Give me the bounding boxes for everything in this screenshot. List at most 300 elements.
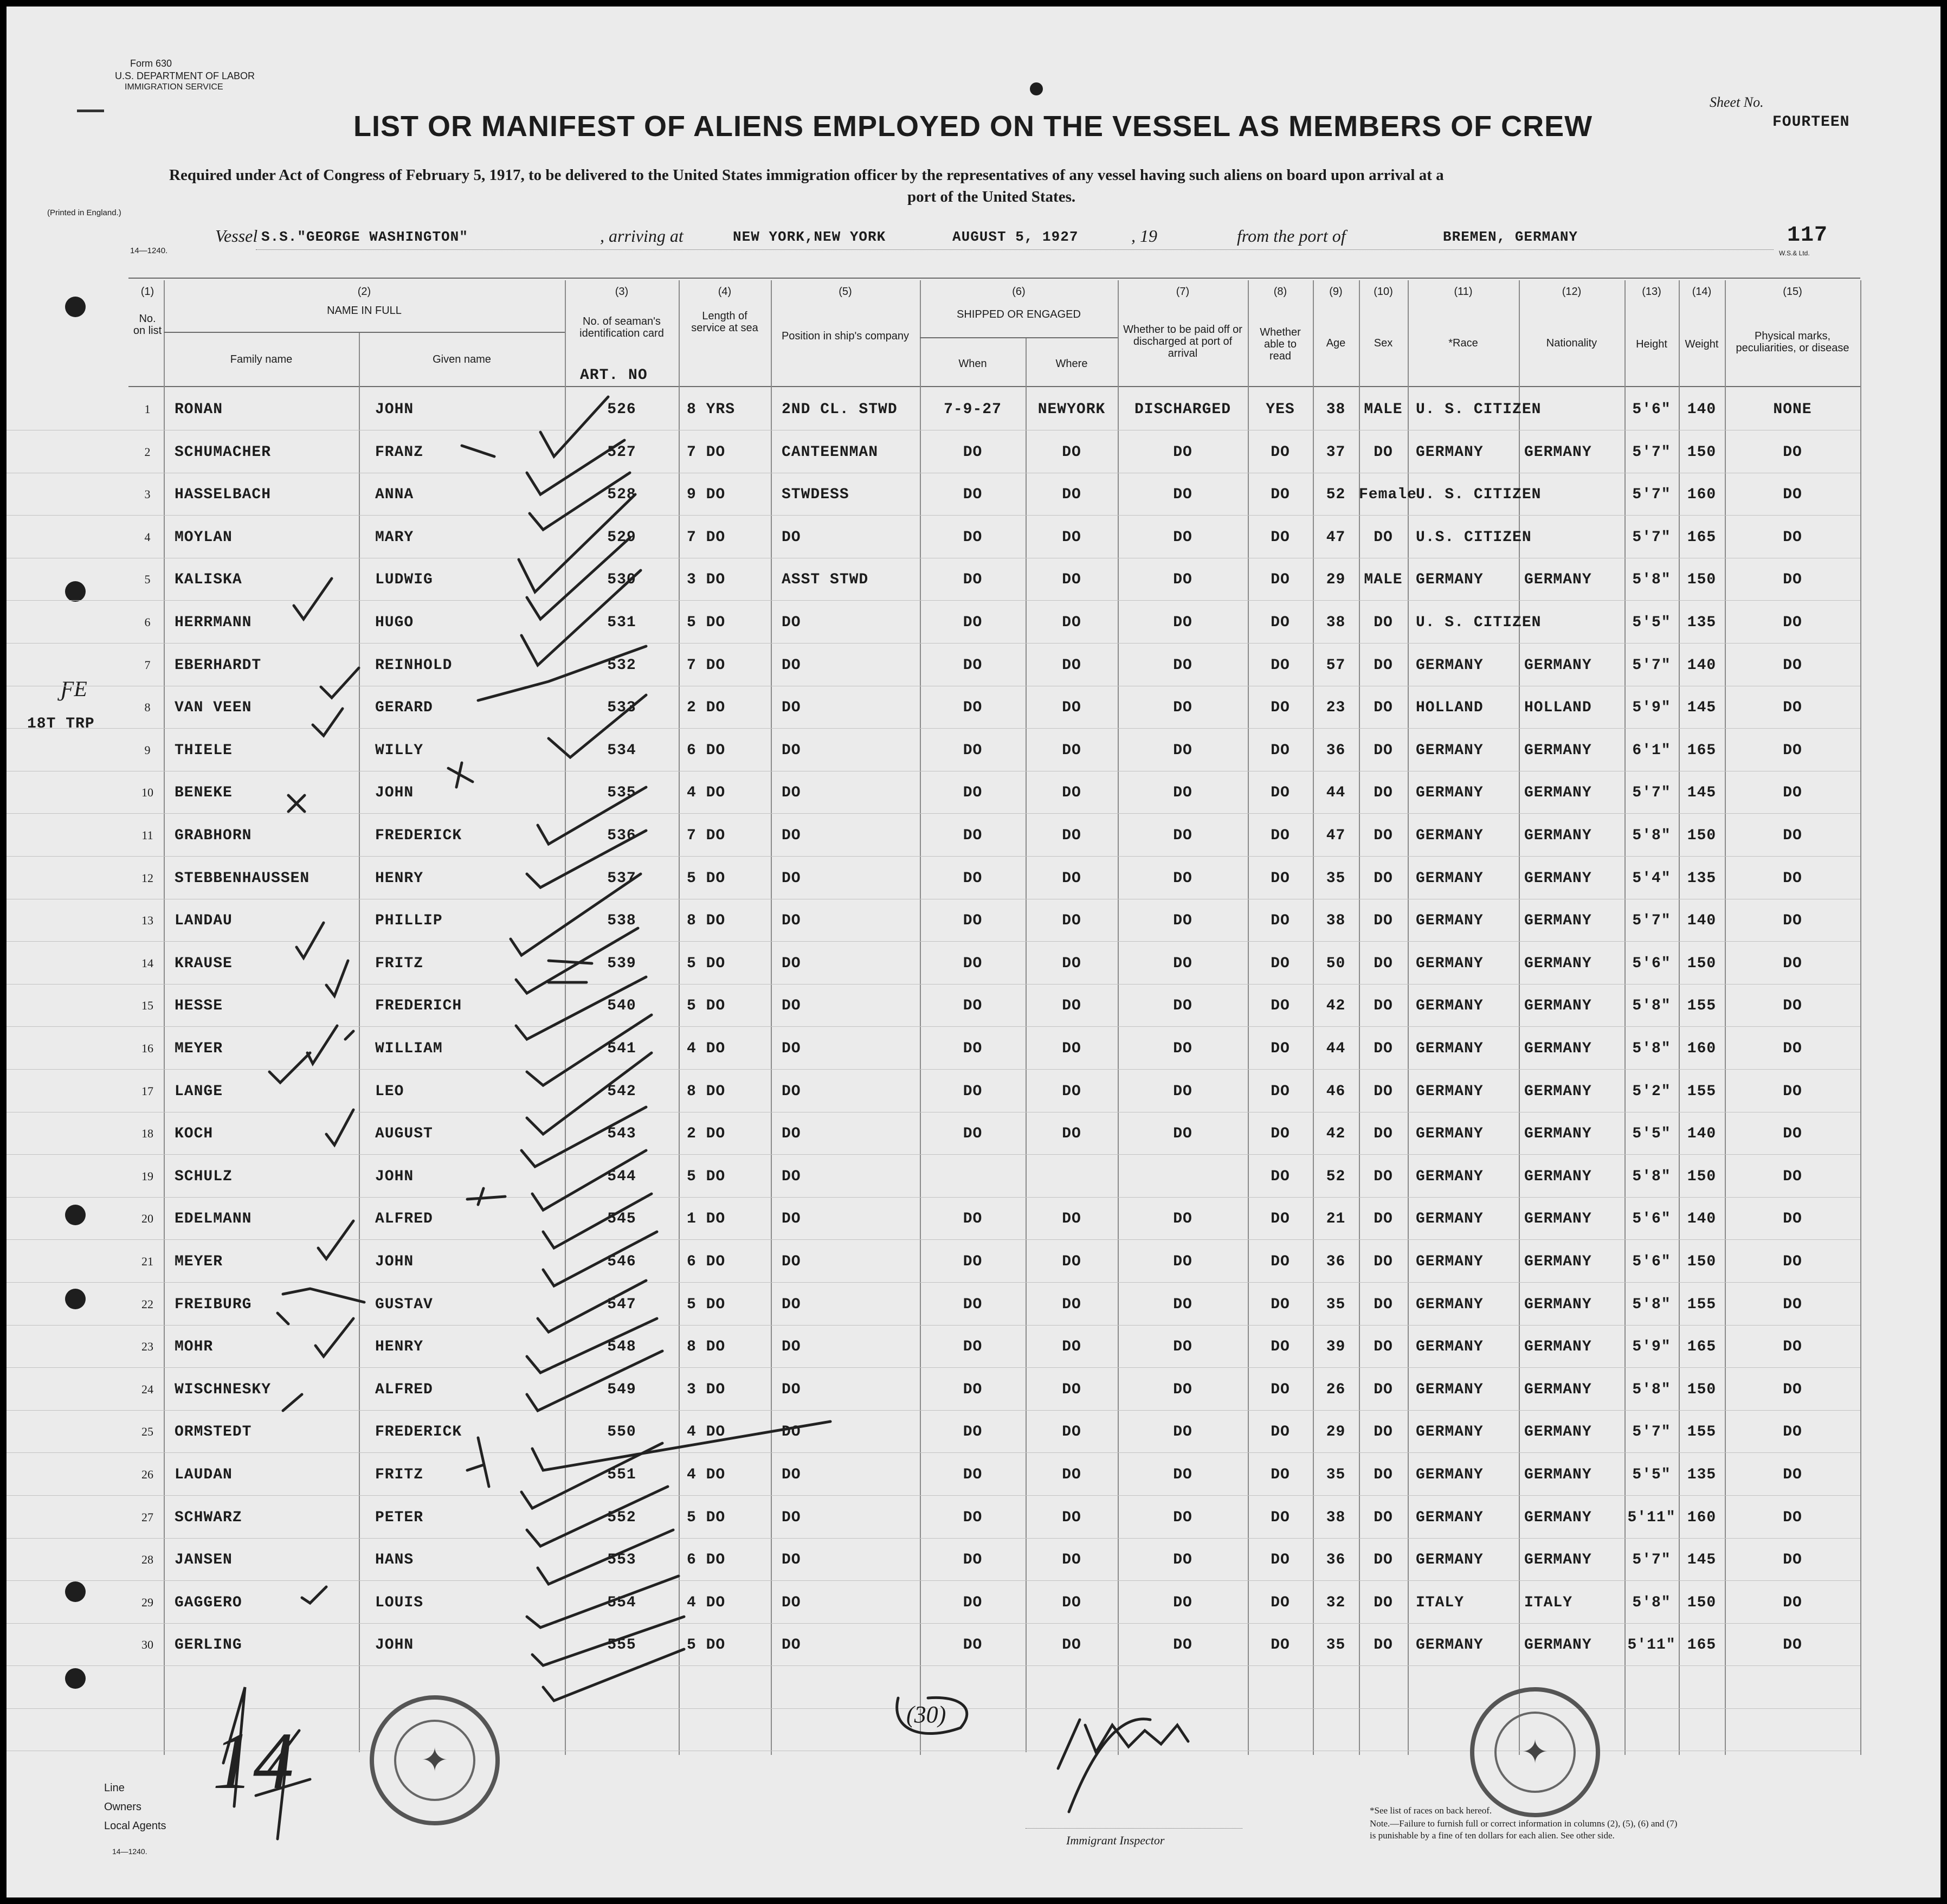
ship-position: DO — [782, 827, 801, 844]
height: 5'5" — [1632, 1125, 1671, 1143]
weight: 155 — [1687, 1424, 1717, 1441]
able-to-read: DO — [1271, 1637, 1290, 1654]
age: 35 — [1326, 1637, 1346, 1654]
nationality: GERMANY — [1524, 1253, 1592, 1270]
shipped-where: DO — [1062, 614, 1081, 631]
paid-off-status: DO — [1173, 1424, 1192, 1441]
length-of-service: 3 DO — [687, 1381, 726, 1398]
col-header-paid: Whether to be paid off or discharged at port of arrival — [1123, 324, 1242, 359]
race: GERMANY — [1416, 1381, 1484, 1398]
shipped-when: DO — [963, 912, 983, 930]
able-to-read: DO — [1271, 486, 1290, 504]
race: U. S. CITIZEN — [1416, 614, 1542, 631]
weight: 140 — [1687, 657, 1717, 674]
able-to-read: DO — [1271, 699, 1290, 717]
family-name: RONAN — [175, 401, 223, 418]
shipped-when: DO — [963, 1083, 983, 1100]
family-name: MEYER — [175, 1253, 223, 1270]
eagle-icon: ✦ — [1494, 1712, 1576, 1793]
col-header-where: Where — [1055, 358, 1088, 370]
paid-off-status: DO — [1173, 1381, 1192, 1398]
family-name: HASSELBACH — [175, 486, 272, 504]
paid-off-status: DO — [1173, 614, 1192, 631]
ship-position: DO — [782, 1125, 801, 1143]
height: 5'7" — [1632, 912, 1671, 930]
height: 5'11" — [1627, 1509, 1676, 1526]
subtitle-2: port of the United States. — [907, 188, 1076, 205]
shipped-where: DO — [1062, 1466, 1081, 1483]
form-number: Form 630 — [130, 58, 172, 69]
sex: DO — [1374, 1509, 1393, 1526]
col-num: (5) — [839, 286, 852, 298]
physical-marks: DO — [1783, 486, 1802, 504]
vessel-name: S.S."GEORGE WASHINGTON" — [261, 229, 468, 245]
paid-off-status: DO — [1173, 1339, 1192, 1356]
family-name: GAGGERO — [175, 1594, 242, 1611]
age: 47 — [1326, 529, 1346, 546]
able-to-read: DO — [1271, 998, 1290, 1015]
shipped-where: DO — [1062, 1424, 1081, 1441]
shipped-where: DO — [1062, 699, 1081, 717]
height: 5'5" — [1632, 614, 1671, 631]
given-name: FRITZ — [375, 1466, 424, 1483]
shipped-where: DO — [1062, 529, 1081, 546]
length-of-service: 7 DO — [687, 443, 726, 461]
age: 38 — [1326, 1509, 1346, 1526]
id-card-number: 532 — [607, 657, 636, 674]
given-name: GERARD — [375, 699, 433, 717]
ship-position: DO — [782, 1339, 801, 1356]
col-num: (4) — [718, 286, 732, 298]
consulate-stamp — [1470, 1687, 1600, 1817]
length-of-service: 5 DO — [687, 1168, 726, 1185]
arrival-date: AUGUST 5, 1927 — [952, 229, 1079, 245]
given-name: LUDWIG — [375, 571, 433, 589]
sex: MALE — [1364, 401, 1403, 418]
weight: 145 — [1687, 784, 1717, 802]
family-name: KALISKA — [175, 571, 242, 589]
family-name: SCHUMACHER — [175, 443, 272, 461]
col-header-age: Age — [1326, 337, 1346, 349]
ship-position: DO — [782, 784, 801, 802]
age: 35 — [1326, 1466, 1346, 1483]
paid-off-status: DO — [1173, 742, 1192, 759]
shipped-when: DO — [963, 1339, 983, 1356]
family-name: SCHULZ — [175, 1168, 233, 1185]
able-to-read: DO — [1271, 1466, 1290, 1483]
family-name: GRABHORN — [175, 827, 252, 844]
height: 5'6" — [1632, 1211, 1671, 1228]
id-card-number: 536 — [607, 827, 636, 844]
sex: DO — [1374, 1253, 1393, 1270]
id-card-number: 531 — [607, 614, 636, 631]
weight: 155 — [1687, 998, 1717, 1015]
paid-off-status: DISCHARGED — [1134, 401, 1232, 418]
col-header-nationality: Nationality — [1546, 337, 1597, 349]
able-to-read: DO — [1271, 571, 1290, 589]
eagle-icon: ✦ — [394, 1720, 475, 1801]
shipped-where: DO — [1062, 1552, 1081, 1569]
shipped-when: DO — [963, 998, 983, 1015]
vessel-label: Vessel — [215, 226, 258, 246]
row-number: 29 — [141, 1595, 153, 1609]
id-card-number: 545 — [607, 1211, 636, 1228]
paid-off-status: DO — [1173, 955, 1192, 972]
height: 5'8" — [1632, 827, 1671, 844]
race: GERMANY — [1416, 784, 1484, 802]
family-name: VAN VEEN — [175, 699, 252, 717]
id-card-number: 530 — [607, 571, 636, 589]
race: U.S. CITIZEN — [1416, 529, 1532, 546]
row-number: 23 — [141, 1340, 153, 1354]
printer-mark: W.S.& Ltd. — [1779, 249, 1810, 257]
fine-note-2: is punishable by a fine of ten dollars for each alien. See other side. — [1370, 1830, 1615, 1841]
ship-position: DO — [782, 1211, 801, 1228]
height: 5'7" — [1632, 1552, 1671, 1569]
height: 5'9" — [1632, 1339, 1671, 1356]
age: 57 — [1326, 657, 1346, 674]
able-to-read: DO — [1271, 1381, 1290, 1398]
height: 5'6" — [1632, 1253, 1671, 1270]
given-name: FREDERICH — [375, 998, 462, 1015]
ship-position: DO — [782, 1381, 801, 1398]
height: 5'7" — [1632, 529, 1671, 546]
nationality: GERMANY — [1524, 1381, 1592, 1398]
col-num: (15) — [1783, 286, 1802, 298]
race: GERMANY — [1416, 1552, 1484, 1569]
given-name: REINHOLD — [375, 657, 453, 674]
weight: 150 — [1687, 827, 1717, 844]
physical-marks: DO — [1783, 998, 1802, 1015]
given-name: JOHN — [375, 784, 414, 802]
col-num: (12) — [1562, 286, 1582, 298]
race: GERMANY — [1416, 1253, 1484, 1270]
col-header-when: When — [958, 358, 987, 370]
race: GERMANY — [1416, 1168, 1484, 1185]
shipped-when: DO — [963, 571, 983, 589]
given-name: FREDERICK — [375, 827, 462, 844]
race: GERMANY — [1416, 1637, 1484, 1654]
form-code: 14—1240. — [130, 246, 168, 255]
physical-marks: DO — [1783, 529, 1802, 546]
shipped-where: DO — [1062, 1594, 1081, 1611]
id-card-number: 547 — [607, 1296, 636, 1313]
row-number: 19 — [141, 1169, 153, 1183]
row-number: 17 — [141, 1084, 153, 1098]
shipped-where: DO — [1062, 1296, 1081, 1313]
length-of-service: 6 DO — [687, 1552, 726, 1569]
id-card-number: 526 — [607, 401, 636, 418]
shipped-when: DO — [963, 1211, 983, 1228]
given-name: JOHN — [375, 1637, 414, 1654]
col-header-no: No. on list — [133, 313, 162, 337]
race-note: *See list of races on back hereof. — [1370, 1805, 1492, 1816]
weight: 145 — [1687, 1552, 1717, 1569]
paid-off-status: DO — [1173, 912, 1192, 930]
race: GERMANY — [1416, 1211, 1484, 1228]
given-name: FRITZ — [375, 955, 424, 972]
handwritten-marks — [7, 7, 1940, 1897]
length-of-service: 5 DO — [687, 1509, 726, 1526]
nationality: GERMANY — [1524, 657, 1592, 674]
sex: DO — [1374, 614, 1393, 631]
given-name: FREDERICK — [375, 1424, 462, 1441]
able-to-read: DO — [1271, 1296, 1290, 1313]
col-header-read: Whether able to read — [1260, 326, 1301, 362]
age: 52 — [1326, 1168, 1346, 1185]
length-of-service: 5 DO — [687, 998, 726, 1015]
length-of-service: 8 DO — [687, 1083, 726, 1100]
department-line: U.S. DEPARTMENT OF LABOR — [115, 70, 255, 81]
length-of-service: 5 DO — [687, 614, 726, 631]
physical-marks: DO — [1783, 1168, 1802, 1185]
sex: DO — [1374, 784, 1393, 802]
length-of-service: 4 DO — [687, 1424, 726, 1441]
paid-off-status: DO — [1173, 1466, 1192, 1483]
shipped-where: DO — [1062, 1125, 1081, 1143]
sex: DO — [1374, 657, 1393, 674]
weight: 140 — [1687, 1125, 1717, 1143]
height: 5'7" — [1632, 443, 1671, 461]
physical-marks: DO — [1783, 1637, 1802, 1654]
nationality: GERMANY — [1524, 1552, 1592, 1569]
line-label: Line — [104, 1782, 125, 1794]
age: 37 — [1326, 443, 1346, 461]
length-of-service: 5 DO — [687, 1296, 726, 1313]
sex: DO — [1374, 1168, 1393, 1185]
family-name: EBERHARDT — [175, 657, 262, 674]
shipped-where: DO — [1062, 1211, 1081, 1228]
able-to-read: DO — [1271, 955, 1290, 972]
sex: DO — [1374, 827, 1393, 844]
ship-position: ASST STWD — [782, 571, 869, 589]
id-card-number: 537 — [607, 870, 636, 887]
row-number: 22 — [141, 1297, 153, 1311]
age: 46 — [1326, 1083, 1346, 1100]
age: 26 — [1326, 1381, 1346, 1398]
able-to-read: YES — [1266, 401, 1295, 418]
race: GERMANY — [1416, 1466, 1484, 1483]
length-of-service: 5 DO — [687, 955, 726, 972]
nationality: GERMANY — [1524, 1637, 1592, 1654]
sex: DO — [1374, 1040, 1393, 1057]
col-num: (1) — [140, 286, 154, 298]
able-to-read: DO — [1271, 1168, 1290, 1185]
length-of-service: 9 DO — [687, 486, 726, 504]
from-label: from the port of — [1237, 226, 1346, 246]
given-name: ALFRED — [375, 1381, 433, 1398]
col-num: (13) — [1642, 286, 1661, 298]
paid-off-status: DO — [1173, 529, 1192, 546]
shipped-when: DO — [963, 870, 983, 887]
able-to-read: DO — [1271, 1083, 1290, 1100]
weight: 135 — [1687, 870, 1717, 887]
ship-position: DO — [782, 1509, 801, 1526]
given-name: LEO — [375, 1083, 404, 1100]
age: 38 — [1326, 912, 1346, 930]
shipped-when: DO — [963, 443, 983, 461]
col-num: (14) — [1692, 286, 1712, 298]
given-name: LOUIS — [375, 1594, 424, 1611]
col-header-marks: Physical marks, peculiarities, or disease — [1736, 330, 1849, 354]
family-name: LANDAU — [175, 912, 233, 930]
race: GERMANY — [1416, 1040, 1484, 1057]
shipped-when: DO — [963, 1424, 983, 1441]
age: 21 — [1326, 1211, 1346, 1228]
shipped-where: DO — [1062, 870, 1081, 887]
family-name: KOCH — [175, 1125, 214, 1143]
col-num: (8) — [1273, 286, 1287, 298]
given-name: HENRY — [375, 1339, 424, 1356]
physical-marks: DO — [1783, 1509, 1802, 1526]
shipped-when: DO — [963, 529, 983, 546]
paid-off-status: DO — [1173, 657, 1192, 674]
able-to-read: DO — [1271, 1253, 1290, 1270]
paid-off-status: DO — [1173, 1637, 1192, 1654]
margin-mark-fe: ƑE — [61, 677, 87, 701]
row-number: 2 — [144, 445, 151, 459]
ship-position: DO — [782, 1040, 801, 1057]
nationality: GERMANY — [1524, 1424, 1592, 1441]
art-no-note: ART. NO — [580, 367, 648, 384]
row-number: 25 — [141, 1425, 153, 1439]
race: U. S. CITIZEN — [1416, 401, 1542, 418]
family-name: EDELMANN — [175, 1211, 252, 1228]
nationality: GERMANY — [1524, 1168, 1592, 1185]
paid-off-status: DO — [1173, 1083, 1192, 1100]
shipped-where: DO — [1062, 912, 1081, 930]
physical-marks: DO — [1783, 1594, 1802, 1611]
shipped-when: DO — [963, 1253, 983, 1270]
race: GERMANY — [1416, 742, 1484, 759]
nationality: GERMANY — [1524, 1125, 1592, 1143]
age: 38 — [1326, 614, 1346, 631]
height: 5'8" — [1632, 998, 1671, 1015]
fine-note: Note.—Failure to furnish full or correct information in columns (2), (5), (6) and (7) — [1370, 1818, 1678, 1829]
sex: DO — [1374, 1125, 1393, 1143]
shipped-where: DO — [1062, 657, 1081, 674]
weight: 150 — [1687, 955, 1717, 972]
length-of-service: 5 DO — [687, 870, 726, 887]
length-of-service: 8 DO — [687, 1339, 726, 1356]
subtitle: Required under Act of Congress of February 5, 1917, to be delivered to the United States immigration officer by the representatives of any vessel having such aliens on board upon arrival at a — [169, 166, 1444, 184]
length-of-service: 4 DO — [687, 1466, 726, 1483]
id-card-number: 529 — [607, 529, 636, 546]
age: 29 — [1326, 571, 1346, 589]
service-line: IMMIGRATION SERVICE — [125, 82, 223, 92]
able-to-read: DO — [1271, 443, 1290, 461]
age: 36 — [1326, 742, 1346, 759]
sex: Female — [1359, 486, 1417, 504]
length-of-service: 4 DO — [687, 784, 726, 802]
able-to-read: DO — [1271, 1339, 1290, 1356]
age: 29 — [1326, 1424, 1346, 1441]
family-name: MEYER — [175, 1040, 223, 1057]
height: 5'5" — [1632, 1466, 1671, 1483]
weight: 135 — [1687, 1466, 1717, 1483]
col-header-name: NAME IN FULL — [327, 305, 402, 317]
col-header-given: Given name — [433, 353, 491, 365]
id-card-number: 546 — [607, 1253, 636, 1270]
id-card-number: 549 — [607, 1381, 636, 1398]
shipped-where: NEWYORK — [1037, 401, 1106, 418]
total-mark: (30) — [906, 1701, 946, 1728]
paid-off-status: DO — [1173, 784, 1192, 802]
weight: 160 — [1687, 486, 1717, 504]
id-card-number: 528 — [607, 486, 636, 504]
nationality: GERMANY — [1524, 1509, 1592, 1526]
race: U. S. CITIZEN — [1416, 486, 1542, 504]
height: 5'8" — [1632, 1168, 1671, 1185]
year-label: , 19 — [1131, 226, 1157, 246]
age: 36 — [1326, 1552, 1346, 1569]
race: GERMANY — [1416, 827, 1484, 844]
family-name: JANSEN — [175, 1552, 233, 1569]
given-name: GUSTAV — [375, 1296, 433, 1313]
family-name: STEBBENHAUSSEN — [175, 870, 310, 887]
race: GERMANY — [1416, 1424, 1484, 1441]
race: GERMANY — [1416, 1083, 1484, 1100]
physical-marks: DO — [1783, 1466, 1802, 1483]
weight: 160 — [1687, 1040, 1717, 1057]
row-number: 18 — [141, 1127, 153, 1141]
able-to-read: DO — [1271, 784, 1290, 802]
weight: 150 — [1687, 1381, 1717, 1398]
height: 5'11" — [1627, 1637, 1676, 1654]
physical-marks: DO — [1783, 1296, 1802, 1313]
physical-marks: DO — [1783, 657, 1802, 674]
ship-position: DO — [782, 870, 801, 887]
shipped-when: DO — [963, 955, 983, 972]
paid-off-status: DO — [1173, 486, 1192, 504]
family-name: GERLING — [175, 1637, 242, 1654]
nationality: GERMANY — [1524, 955, 1592, 972]
race: GERMANY — [1416, 1125, 1484, 1143]
physical-marks: NONE — [1773, 401, 1812, 418]
race: ITALY — [1416, 1594, 1465, 1611]
row-number: 15 — [141, 999, 153, 1013]
inspector-line — [1026, 1828, 1242, 1829]
paid-off-status: DO — [1173, 1509, 1192, 1526]
nationality: HOLLAND — [1524, 699, 1592, 717]
nationality: GERMANY — [1524, 571, 1592, 589]
physical-marks: DO — [1783, 912, 1802, 930]
age: 36 — [1326, 1253, 1346, 1270]
able-to-read: DO — [1271, 870, 1290, 887]
given-name: ALFRED — [375, 1211, 433, 1228]
given-name: PHILLIP — [375, 912, 443, 930]
able-to-read: DO — [1271, 529, 1290, 546]
sex: DO — [1374, 742, 1393, 759]
weight: 165 — [1687, 1339, 1717, 1356]
given-name: PETER — [375, 1509, 424, 1526]
physical-marks: DO — [1783, 784, 1802, 802]
shipped-where: DO — [1062, 1040, 1081, 1057]
length-of-service: 6 DO — [687, 742, 726, 759]
shipped-where: DO — [1062, 571, 1081, 589]
paid-off-status: DO — [1173, 1296, 1192, 1313]
sex: MALE — [1364, 571, 1403, 589]
col-header-length: Length of service at sea — [691, 310, 758, 334]
race: GERMANY — [1416, 657, 1484, 674]
height: 6'1" — [1632, 742, 1671, 759]
length-of-service: 3 DO — [687, 571, 726, 589]
sheet-label: Sheet No. — [1710, 94, 1764, 110]
ship-position: DO — [782, 699, 801, 717]
page-title: LIST OR MANIFEST OF ALIENS EMPLOYED ON THE VESSEL AS MEMBERS OF CREW — [353, 110, 1593, 143]
able-to-read: DO — [1271, 1424, 1290, 1441]
id-card-number: 548 — [607, 1339, 636, 1356]
